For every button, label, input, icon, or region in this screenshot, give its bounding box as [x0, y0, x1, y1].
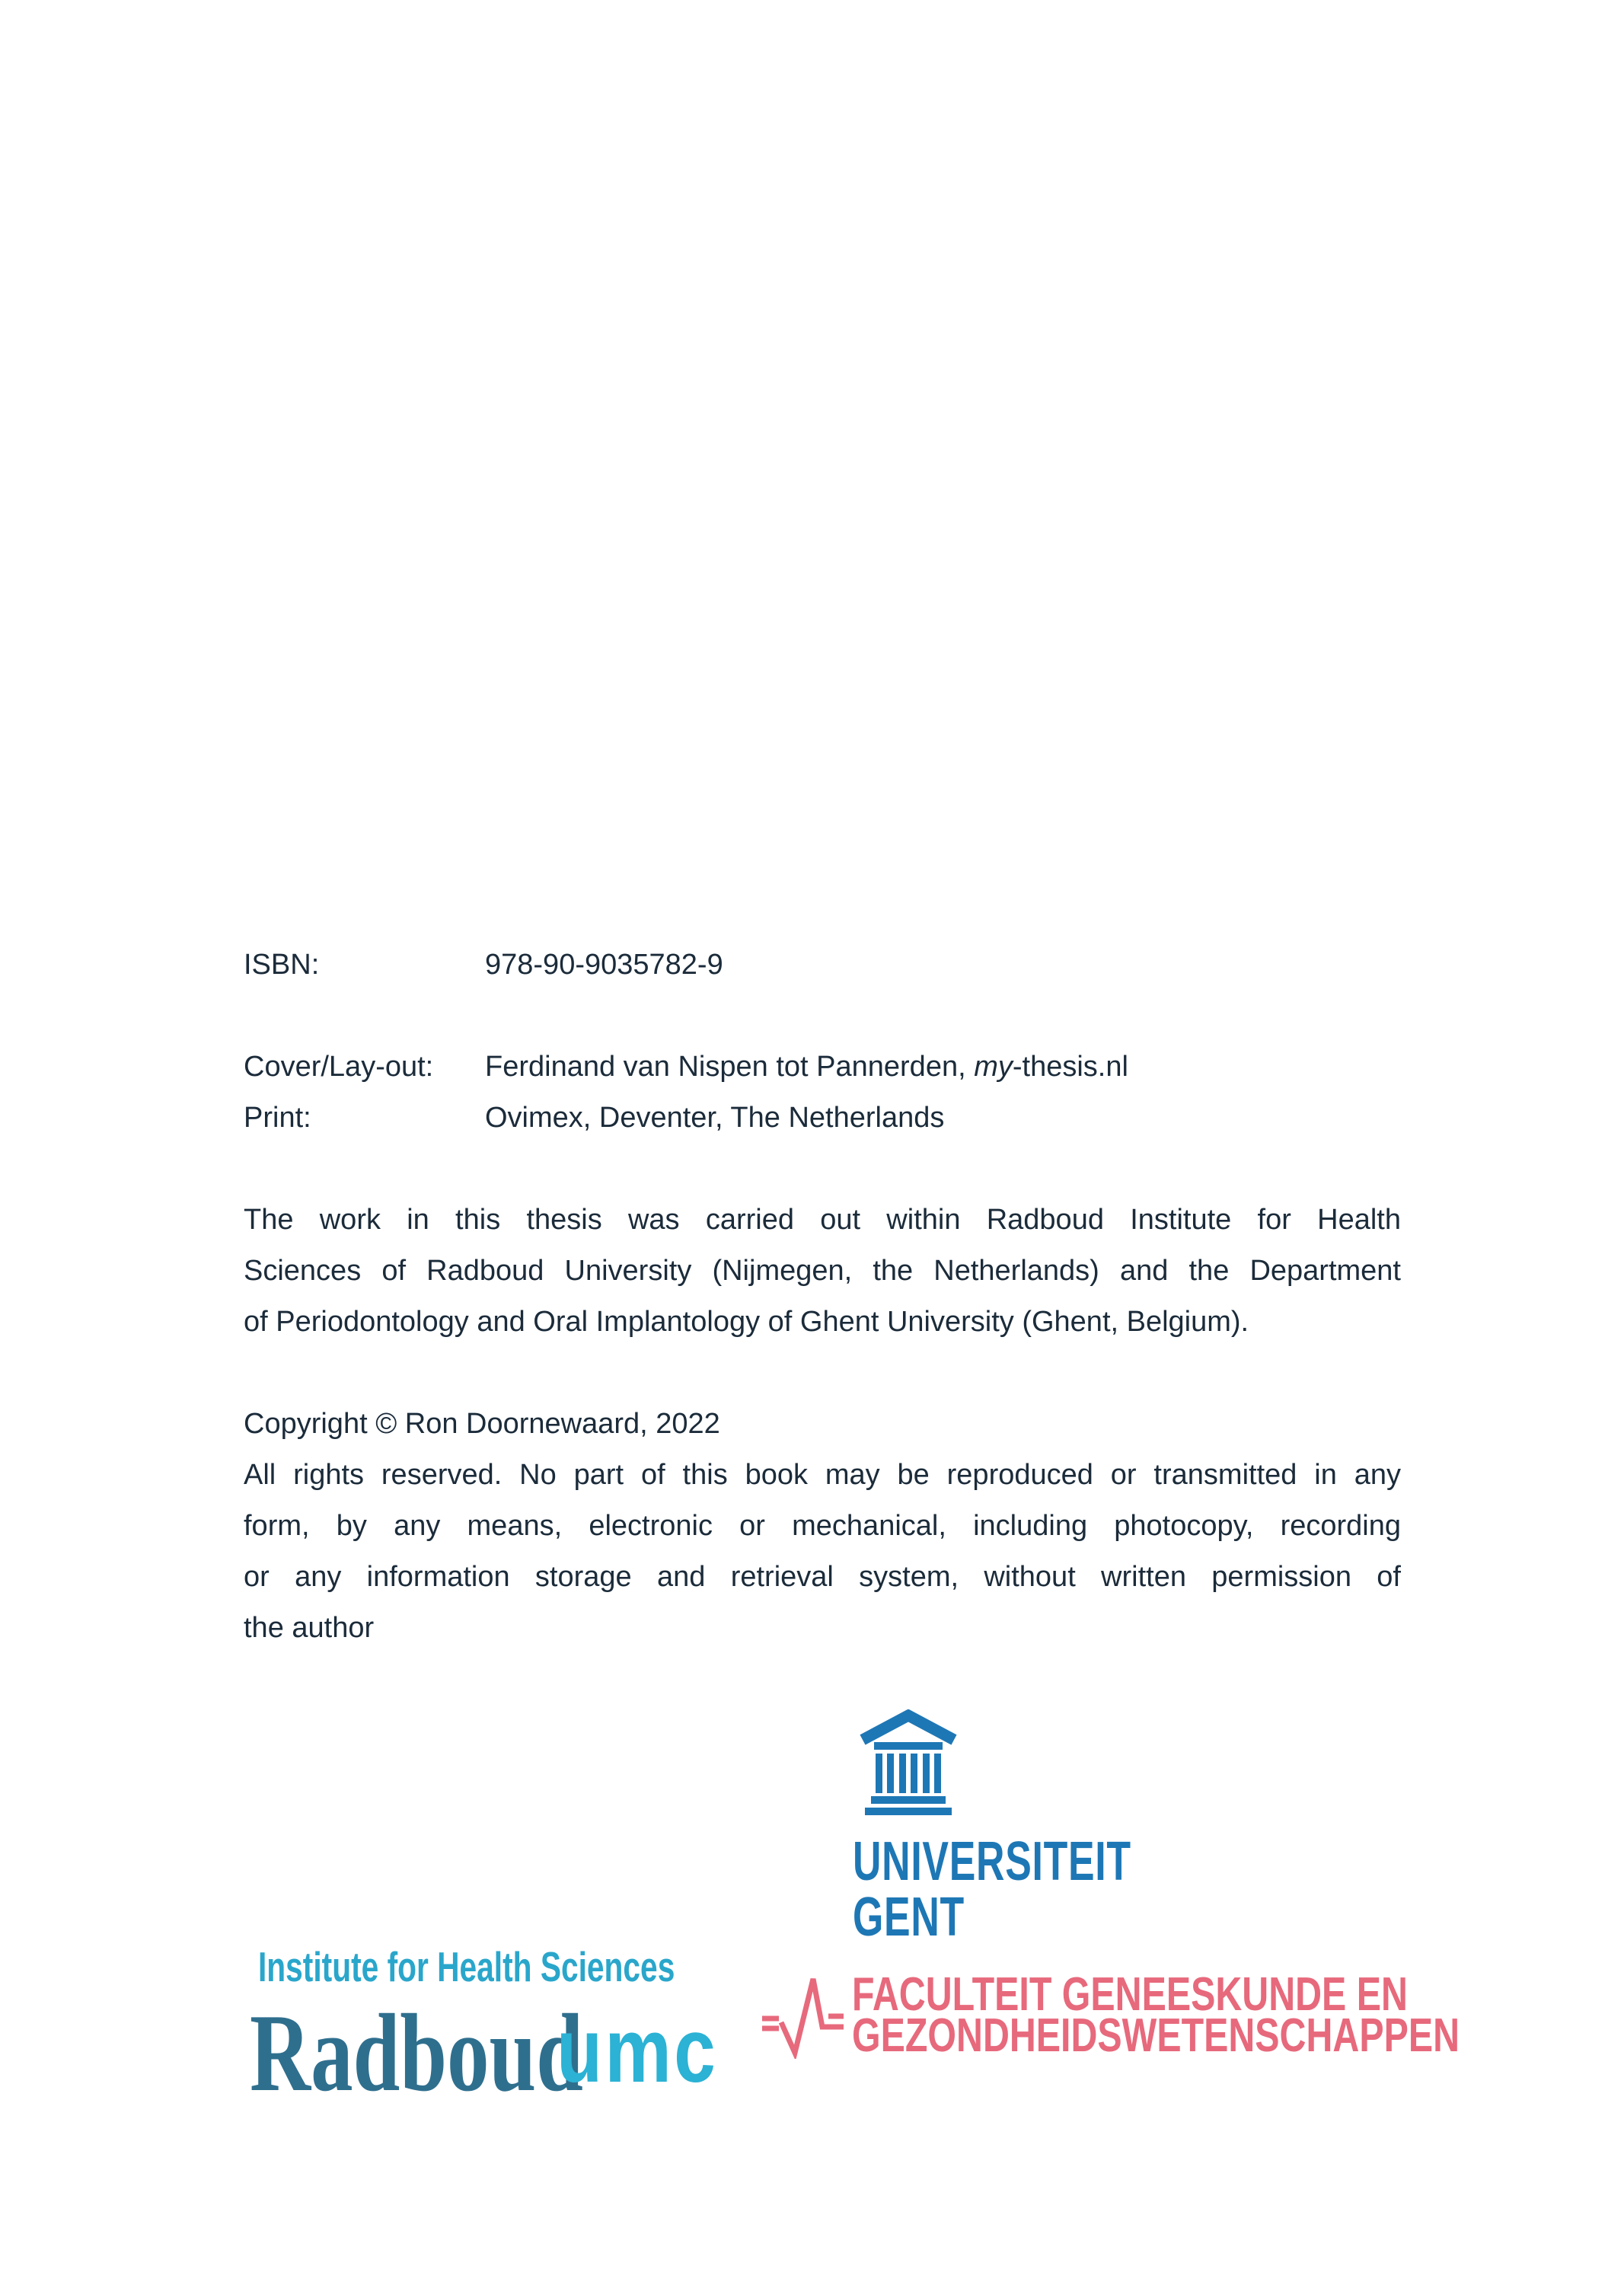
paragraph-line: Sciences of Radboud University (Nijmegen, the Netherlands) and the Department — [244, 1255, 1401, 1287]
colophon-text-block — [244, 940, 1401, 1654]
cover-label: Cover/Lay-out: — [244, 1051, 434, 1083]
isbn-label: ISBN: — [244, 949, 320, 981]
spacer — [244, 991, 1401, 1042]
ugent-wordmark-line2: GENT — [853, 1887, 965, 1948]
faculty-heartbeat-icon — [761, 1974, 845, 2063]
copyright-line: or any information storage and retrieval system, without written permission of — [244, 1561, 1401, 1593]
print-value: Ovimex, Deventer, The Netherlands — [485, 1102, 945, 1134]
paragraph-line: of Periodontology and Oral Implantology of Ghent University (Ghent, Belgium). — [244, 1306, 1249, 1338]
copyright-paragraph — [244, 1399, 1401, 1654]
cover-value-suffix: -thesis.nl — [1012, 1051, 1128, 1083]
isbn-value: 978-90-9035782-9 — [485, 949, 723, 981]
copyright-line: the author — [244, 1612, 375, 1644]
paragraph-line: The work in this thesis was carried out within Radboud Institute for Health — [244, 1204, 1401, 1236]
cover-value-italic: my — [974, 1051, 1013, 1083]
cover-value — [485, 1042, 1401, 1093]
cover-value-prefix: Ferdinand van Nispen tot Pannerden, — [485, 1051, 975, 1083]
ugent-temple-icon — [859, 1709, 958, 1821]
print-row — [244, 1093, 1401, 1144]
faculty-name-line1: FACULTEIT GENEESKUNDE EN — [852, 1968, 1408, 2021]
print-label: Print: — [244, 1102, 311, 1134]
cover-row — [244, 1042, 1401, 1093]
faculty-name-line2: GEZONDHEIDSWETENSCHAPPEN — [852, 2009, 1460, 2062]
ugent-wordmark-line1: UNIVERSITEIT — [853, 1831, 1131, 1892]
copyright-line: All rights reserved. No part of this book may be reproduced or transmitted in any — [244, 1459, 1401, 1491]
radboud-wordmark: Radboud — [250, 1991, 583, 2114]
acknowledgement-paragraph — [244, 1195, 1401, 1348]
isbn-row — [244, 940, 1401, 991]
copyright-line: Copyright © Ron Doornewaard, 2022 — [244, 1408, 720, 1440]
spacer — [244, 1144, 1401, 1195]
spacer — [244, 1348, 1401, 1399]
radboud-institute-text: Institute for Health Sciences — [258, 1943, 675, 1990]
radboud-umc-suffix: umc — [557, 1999, 719, 2101]
copyright-line: form, by any means, electronic or mechanical, including photocopy, recording — [244, 1510, 1401, 1542]
